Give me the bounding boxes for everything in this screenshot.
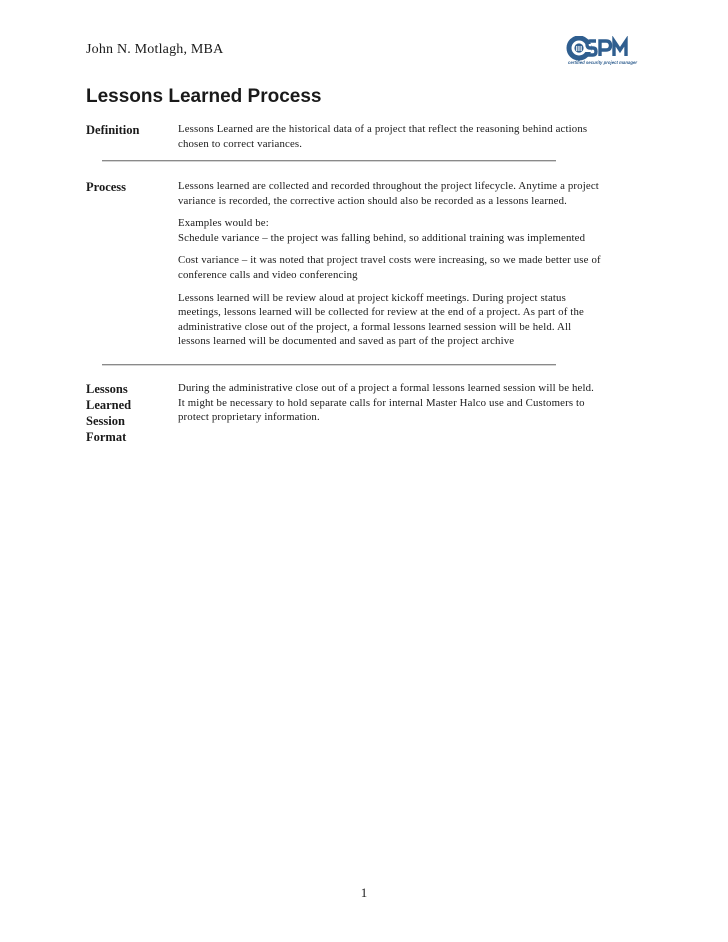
section-content	[178, 381, 648, 433]
section-content	[178, 122, 648, 159]
section-process	[86, 179, 646, 355]
paragraph: Lessons learned will be review aloud at project kickoff meetings. During project status meetings, lessons learned will be collected for review at the end of a project. As part of the administrative close out of the project, a formal lessons learned session will be held. All lessons learned will be documented and saved as part of the project archive	[178, 291, 584, 348]
page-title: Lessons Learned Process	[86, 86, 322, 107]
page-number: 1	[360, 885, 368, 900]
paragraph: Lessons learned are collected and recorded throughout the project lifecycle. Anytime a project variance is recorded, the corrective action should also be recorded as a lessons learned.	[178, 180, 599, 207]
paragraph: Examples would be: Schedule variance – the project was falling behind, so additional training was implemented	[178, 217, 586, 244]
section-label: Definition	[86, 123, 140, 137]
cspm-logo-mark	[566, 36, 634, 62]
logo-tagline: certified security project manager	[568, 60, 638, 65]
section-label: Process	[86, 180, 127, 194]
section-divider	[102, 160, 556, 162]
header-author: John N. Motlagh, MBA	[86, 42, 224, 57]
section-label: Lessons Learned Session Format	[86, 382, 132, 444]
section-definition	[86, 122, 646, 158]
paragraph: Lessons Learned are the historical data of a project that reflect the reasoning behind actions chosen to correct variances.	[178, 123, 588, 150]
section-session-format	[86, 381, 646, 451]
paragraph: Cost variance – it was noted that project travel costs were increasing, so we made better use of conference calls and video conferencing	[178, 254, 601, 281]
paragraph: During the administrative close out of a project a formal lessons learned session will be held. It might be necessary to hold separate calls for internal Master Halco use and Customers to protect proprietary information.	[178, 382, 595, 424]
section-content	[178, 179, 648, 357]
section-divider	[102, 364, 556, 366]
cspm-logo	[566, 36, 638, 70]
